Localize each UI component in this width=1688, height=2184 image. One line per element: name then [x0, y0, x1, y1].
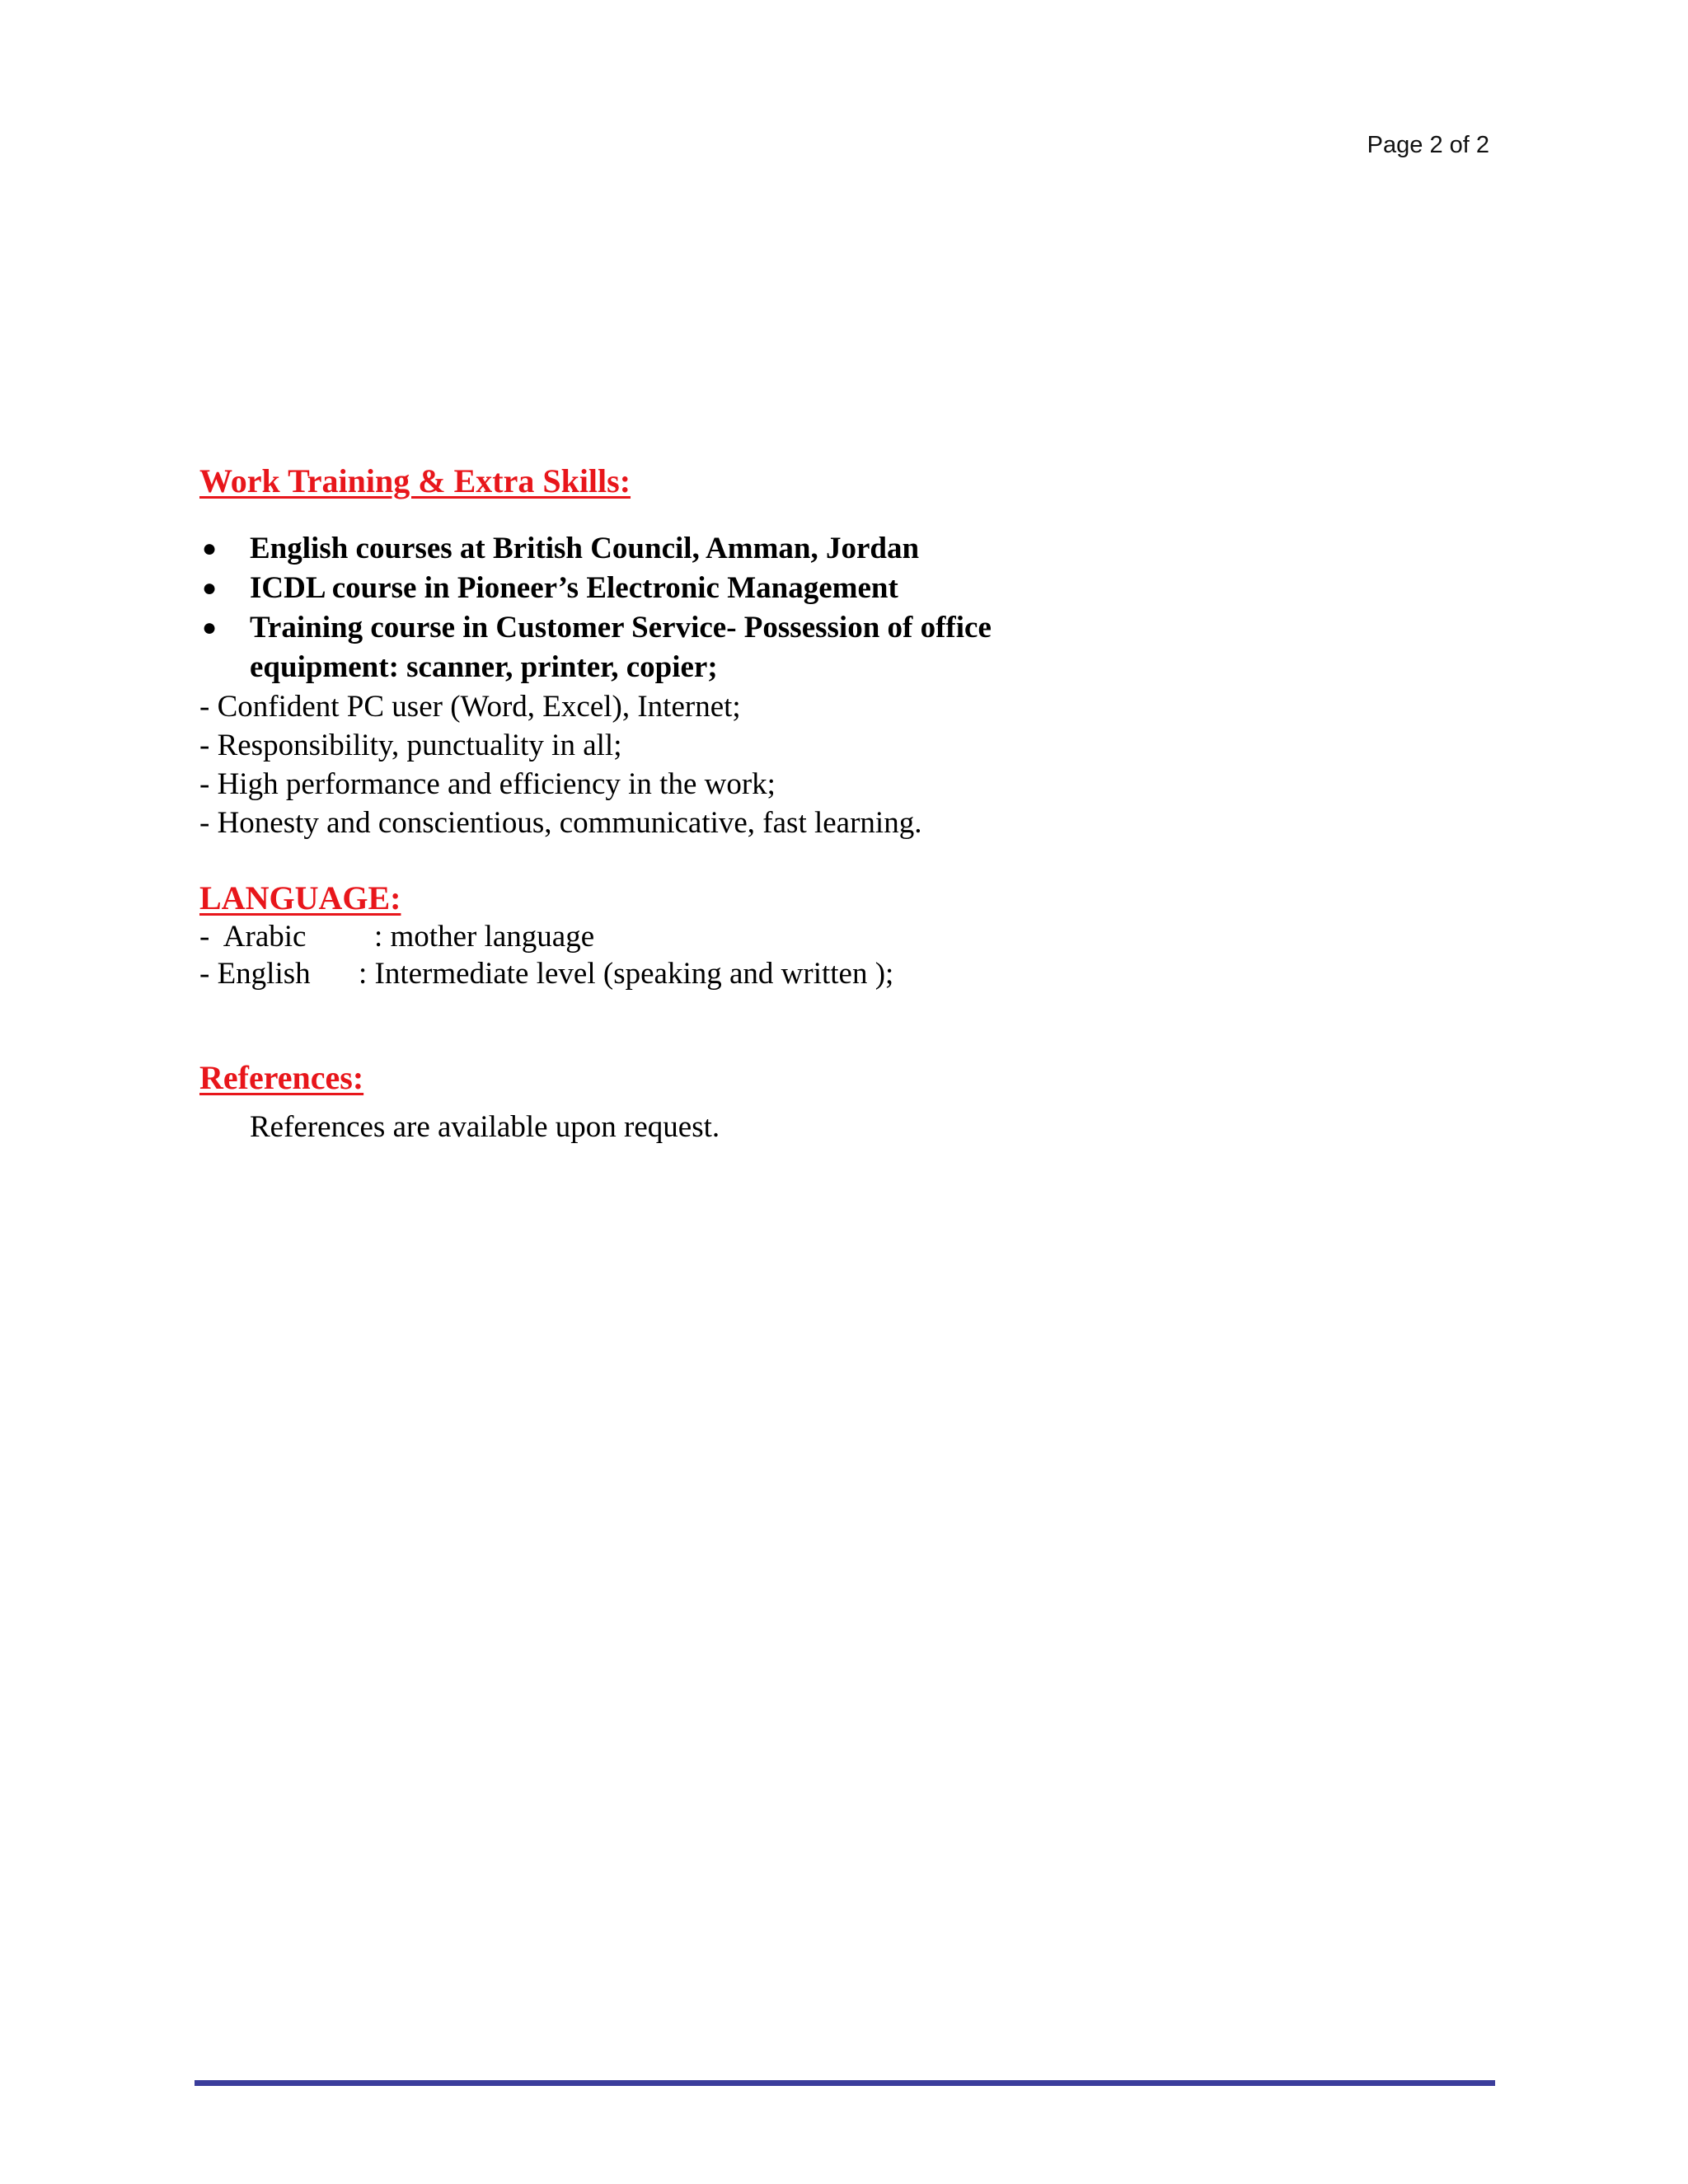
- language-row-english: [199, 955, 1502, 992]
- bullet-text: English courses at British Council, Amman, Jordan: [250, 532, 920, 565]
- references-text: References are available upon request.: [250, 1110, 720, 1144]
- bullet-text: ICDL course in Pioneer’s Electronic Management: [250, 571, 898, 605]
- bullet-text: Training course in Customer Service- Possession of office equipment: scanner, printer, copier;: [250, 611, 992, 684]
- language-row-arabic: [199, 918, 1502, 955]
- bullet-icon: ●: [202, 614, 218, 641]
- section-heading-training: Work Training & Extra Skills:: [199, 462, 631, 499]
- language-name: - English: [199, 957, 311, 991]
- footer-divider: [195, 2080, 1495, 2086]
- training-bullet-list: [199, 529, 1502, 687]
- list-item: [199, 569, 1123, 608]
- bullet-icon: ●: [202, 574, 218, 602]
- skill-line: - High performance and efficiency in the work;: [199, 767, 776, 801]
- section-heading-references: References:: [199, 1059, 364, 1096]
- language-level: : mother language: [374, 920, 595, 954]
- section-heading-language: LANGUAGE:: [199, 879, 401, 916]
- list-item: [199, 608, 1123, 687]
- language-level: : Intermediate level (speaking and written );: [359, 957, 894, 991]
- bullet-icon: ●: [202, 535, 218, 562]
- page-number: Page 2 of 2: [1367, 132, 1489, 158]
- skill-line: - Honesty and conscientious, communicative, fast learning.: [199, 806, 922, 840]
- list-item: [199, 529, 1123, 569]
- skill-line: - Confident PC user (Word, Excel), Internet;: [199, 690, 741, 724]
- language-name: - Arabic: [199, 920, 307, 954]
- resume-content: [199, 462, 1502, 1147]
- skill-line: - Responsibility, punctuality in all;: [199, 729, 622, 762]
